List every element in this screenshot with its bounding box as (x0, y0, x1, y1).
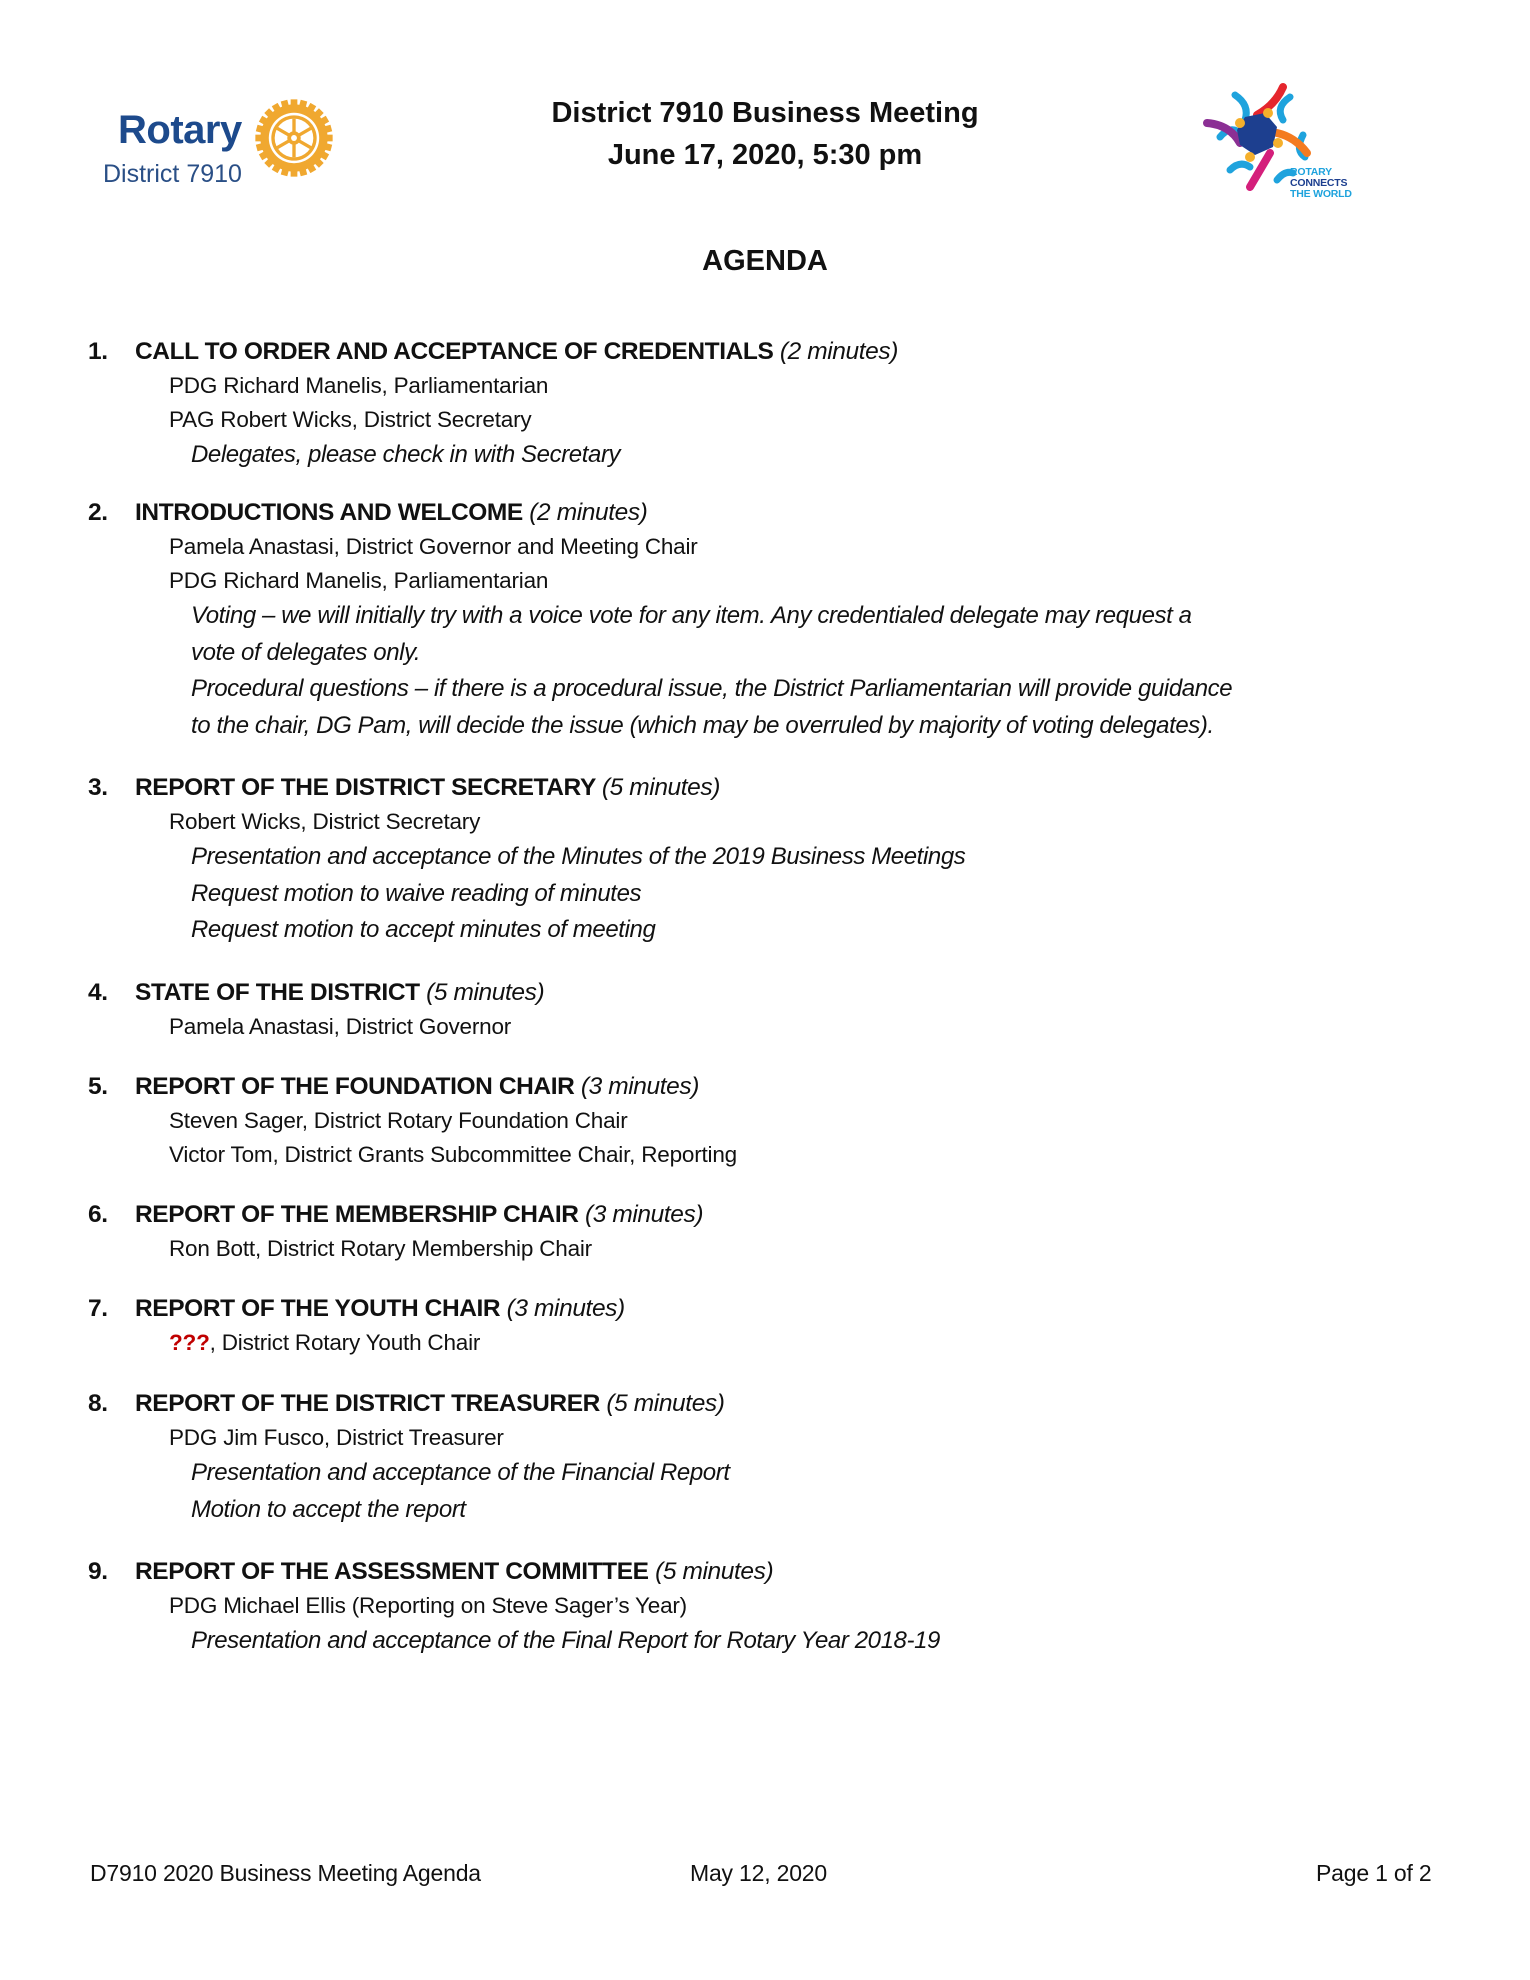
item-number: 4. (88, 979, 108, 1006)
item-title: REPORT OF THE YOUTH CHAIR (135, 1295, 501, 1322)
item-note: vote of delegates only. (191, 638, 421, 666)
meeting-name: District 7910 Business Meeting (551, 97, 979, 129)
item-person: PDG Michael Ellis (Reporting on Steve Sager’s Year) (169, 1593, 687, 1618)
item-heading (88, 1555, 1468, 1589)
item-note: Presentation and acceptance of the Minutes of the 2019 Business Meetings (191, 843, 966, 870)
item-title: REPORT OF THE DISTRICT TREASURER (135, 1390, 600, 1417)
item-heading (88, 335, 1468, 369)
footer-date: May 12, 2020 (690, 1860, 827, 1886)
item-note: Presentation and acceptance of the Final Report for Rotary Year 2018-19 (191, 1627, 940, 1654)
item-duration: (2 minutes) (529, 499, 648, 526)
item-person: Robert Wicks, District Secretary (169, 809, 481, 834)
item-title: REPORT OF THE MEMBERSHIP CHAIR (135, 1201, 579, 1228)
item-title: REPORT OF THE ASSESSMENT COMMITTEE (135, 1558, 649, 1585)
agenda-item (88, 1555, 1468, 1660)
item-note: Request motion to waive reading of minutes (191, 879, 642, 907)
item-person: Pamela Anastasi, District Governor and Meeting Chair (169, 534, 698, 559)
item-heading (88, 976, 1468, 1010)
agenda-item (88, 1198, 1468, 1266)
item-note: Procedural questions – if there is a procedural issue, the District Parliamentarian will provide guidance (191, 675, 1233, 702)
item-title: REPORT OF THE DISTRICT SECRETARY (135, 774, 596, 801)
item-person: PDG Richard Manelis, Parliamentarian (169, 373, 549, 398)
connects-line3: THE WORLD (1290, 188, 1352, 200)
agenda-item (88, 1292, 1468, 1360)
agenda-item (88, 771, 1468, 949)
item-heading (88, 1292, 1468, 1326)
connects-line2: CONNECTS (1290, 177, 1348, 189)
item-heading (88, 771, 1468, 805)
item-note: Voting – we will initially try with a voice vote for any item. Any credentialed delegate may request a (191, 602, 1192, 629)
agenda-item (88, 496, 1468, 744)
agenda-item (88, 976, 1468, 1044)
item-duration: (5 minutes) (655, 1558, 774, 1585)
agenda-item (88, 335, 1468, 474)
footer-document-name: D7910 2020 Business Meeting Agenda (90, 1860, 481, 1886)
item-duration: (5 minutes) (606, 1390, 725, 1417)
rotary-connects-the-world-logo (1195, 75, 1370, 205)
item-person-role: , District Rotary Youth Chair (209, 1330, 481, 1355)
item-person: Ron Bott, District Rotary Membership Chair (169, 1236, 592, 1261)
logo-brand-text: Rotary (118, 108, 242, 152)
connects-world-text (1290, 167, 1352, 200)
item-person (169, 1326, 1468, 1360)
logo-district-text: District 7910 (103, 160, 242, 188)
item-note: Motion to accept the report (191, 1495, 466, 1523)
item-title: CALL TO ORDER AND ACCEPTANCE OF CREDENTIALS (135, 338, 774, 365)
item-heading (88, 1070, 1468, 1104)
tbd-name-placeholder: ??? (169, 1330, 210, 1355)
agenda-heading: AGENDA (702, 245, 828, 277)
agenda-item (88, 1070, 1468, 1172)
connects-line1: ROTARY (1290, 166, 1332, 178)
item-note: Presentation and acceptance of the Financial Report (191, 1459, 730, 1486)
item-title: REPORT OF THE FOUNDATION CHAIR (135, 1073, 575, 1100)
item-heading (88, 1198, 1468, 1232)
item-number: 3. (88, 774, 108, 801)
item-number: 9. (88, 1558, 108, 1585)
item-person: Steven Sager, District Rotary Foundation Chair (169, 1108, 628, 1133)
item-number: 6. (88, 1201, 108, 1228)
item-duration: (3 minutes) (584, 1201, 704, 1228)
item-heading (88, 1387, 1468, 1421)
meeting-datetime: June 17, 2020, 5:30 pm (607, 139, 923, 171)
item-number: 7. (88, 1295, 108, 1322)
footer-page-number: Page 1 of 2 (1316, 1860, 1432, 1886)
item-duration: (3 minutes) (580, 1073, 699, 1100)
item-person: PDG Richard Manelis, Parliamentarian (169, 568, 549, 593)
item-duration: (5 minutes) (426, 979, 545, 1006)
item-person: Victor Tom, District Grants Subcommittee Chair, Reporting (169, 1142, 737, 1167)
item-person: Pamela Anastasi, District Governor (169, 1014, 512, 1039)
item-note: to the chair, DG Pam, will decide the issue (which may be overruled by majority of voting delegates). (191, 711, 1214, 739)
item-number: 2. (88, 499, 108, 526)
item-number: 8. (88, 1390, 108, 1417)
item-person: PAG Robert Wicks, District Secretary (169, 407, 532, 432)
item-duration: (2 minutes) (779, 338, 898, 365)
item-person: PDG Jim Fusco, District Treasurer (169, 1425, 504, 1450)
item-title: INTRODUCTIONS AND WELCOME (135, 499, 523, 526)
item-number: 1. (88, 338, 108, 365)
item-note: Delegates, please check in with Secretary (191, 441, 621, 468)
agenda-item (88, 1387, 1468, 1528)
item-note: Request motion to accept minutes of meeting (191, 916, 656, 943)
item-duration: (3 minutes) (506, 1295, 625, 1322)
item-duration: (5 minutes) (601, 774, 721, 801)
item-heading (88, 496, 1468, 530)
item-title: STATE OF THE DISTRICT (135, 979, 420, 1006)
item-number: 5. (88, 1073, 108, 1100)
